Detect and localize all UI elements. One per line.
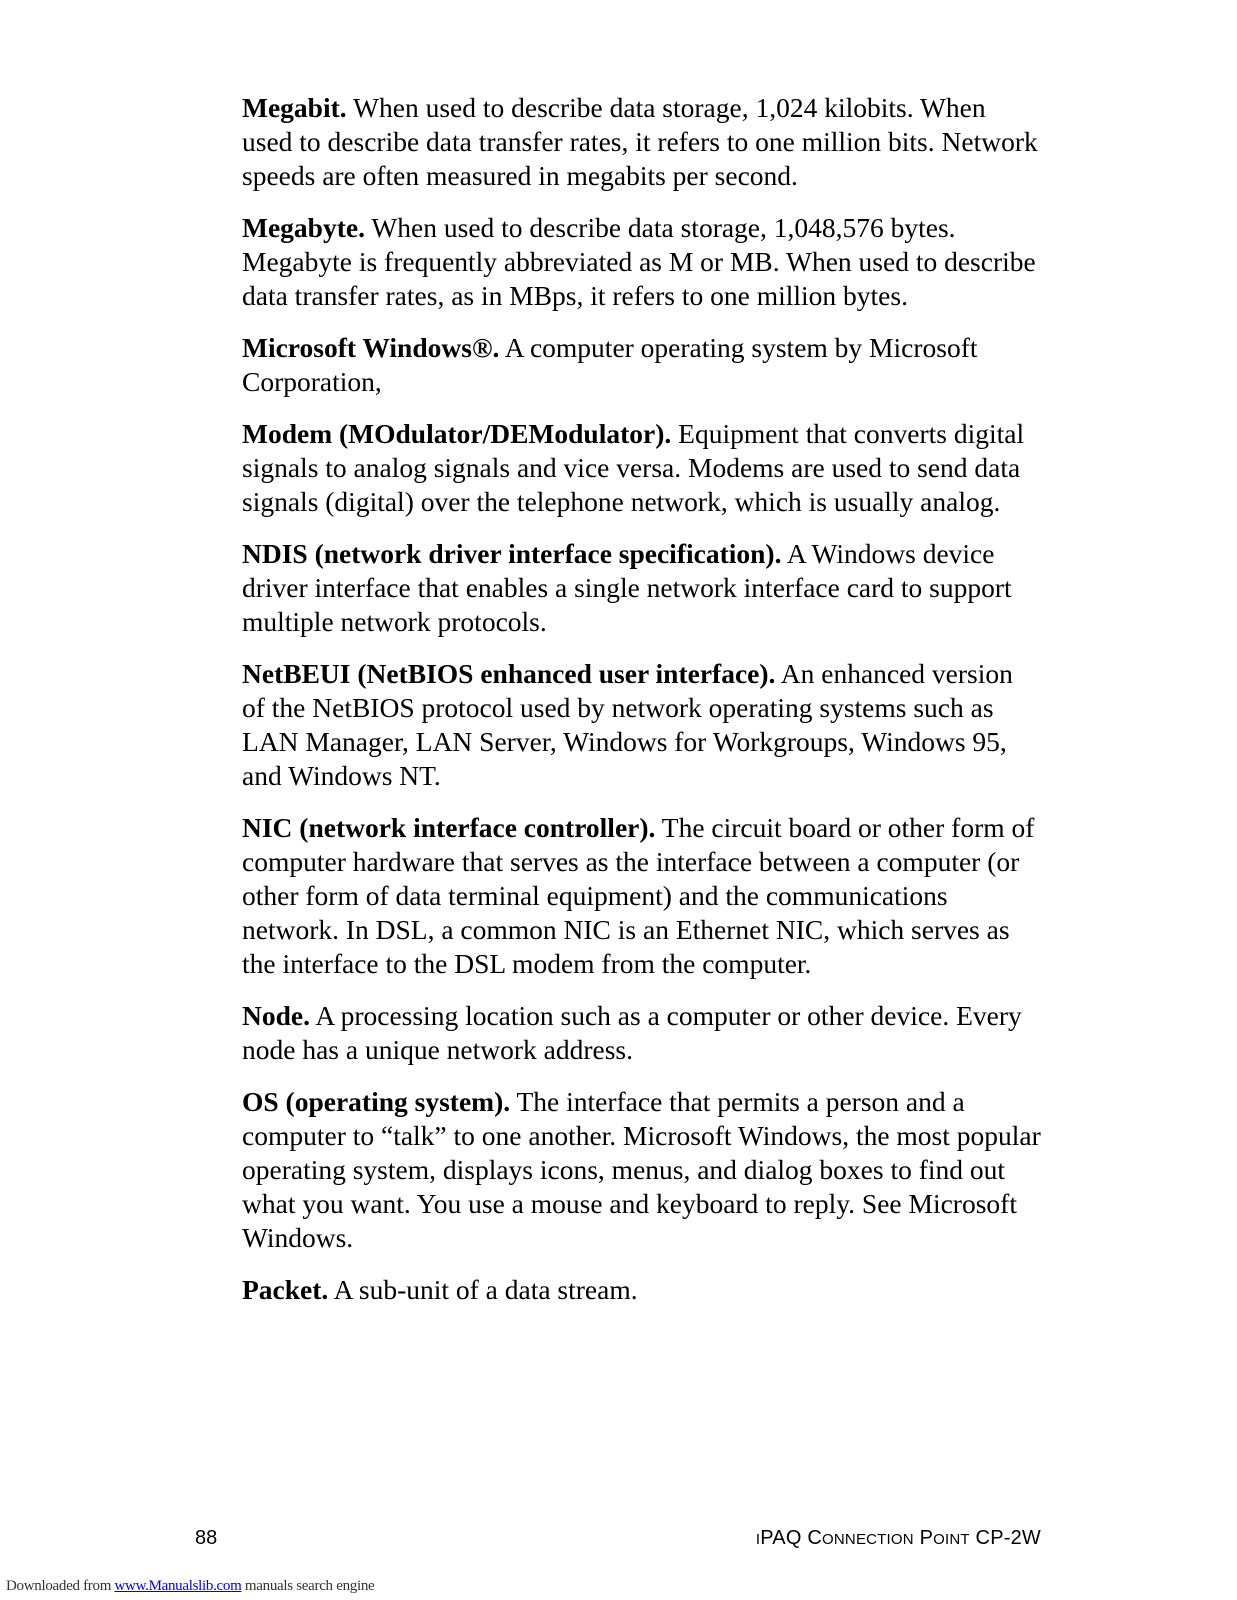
glossary-definition: A processing location such as a computer or other device. Every node has a unique network address. — [242, 1000, 1022, 1065]
glossary-definition: When used to describe data storage, 1,048,576 bytes. Megabyte is frequently abbreviated as M or MB. When used to describe data transfer rates, as in MBps, it refers to one million bytes. — [242, 212, 1036, 311]
glossary-definition: The interface that permits a person and a computer to “talk” to one another. Microsoft Windows, the most popular operating system, displays icons, menus, and dialog boxes to find out what you want. You use a mouse and keyboard to reply. See Microsoft Windows. — [242, 1086, 1041, 1253]
download-prefix: Downloaded from — [6, 1578, 115, 1594]
footer-title-part: OINT — [933, 1531, 970, 1548]
glossary-definition: A Windows device driver interface that enables a single network interface card to support multiple network protocols. — [242, 538, 1012, 637]
glossary-term: OS (operating system). — [242, 1086, 511, 1117]
glossary-definition: The circuit board or other form of computer hardware that serves as the interface between a computer (or other form of data terminal equipment) and the communications network. In DSL, a common NIC is an Ethernet NIC, which serves as the interface to the DSL modem from the computer. — [242, 812, 1035, 979]
page-number: 88 — [195, 1527, 218, 1549]
glossary-entry-packet — [242, 1273, 1042, 1307]
footer-title-part: I — [755, 1531, 761, 1548]
glossary-definition: Equipment that converts digital signals to analog signals and vice versa. Modems are used to send data signals (digital) over the telephone network, which is usually analog. — [242, 418, 1025, 517]
glossary-entry-microsoft-windows — [242, 331, 1042, 399]
glossary-term: NIC (network interface controller). — [242, 812, 656, 843]
glossary-definition: A computer operating system by Microsoft Corporation, — [242, 332, 978, 397]
glossary-term: Megabyte. — [242, 212, 365, 243]
manualslib-link[interactable]: www.Manualslib.com — [114, 1578, 242, 1594]
glossary-term: Megabit. — [242, 92, 347, 123]
glossary-term: Packet. — [242, 1274, 329, 1305]
glossary-entry-nic — [242, 811, 1042, 981]
glossary-entry-modem — [242, 417, 1042, 519]
glossary-term: NDIS (network driver interface specification). — [242, 538, 782, 569]
glossary-term: Modem (MOdulator/DEModulator). — [242, 418, 672, 449]
footer-title-part: PAQ — [760, 1527, 802, 1549]
glossary-definition: An enhanced version of the NetBIOS protocol used by network operating systems such as LAN Manager, LAN Server, Windows for Workgroups, Windows 95, and Windows NT. — [242, 658, 1013, 791]
glossary-entry-node — [242, 999, 1042, 1067]
glossary-list — [242, 91, 1042, 1325]
glossary-entry-megabyte — [242, 211, 1042, 313]
footer-title-part: C — [807, 1527, 823, 1549]
footer-title-part: P — [919, 1527, 934, 1549]
glossary-definition: A sub-unit of a data stream. — [333, 1274, 638, 1305]
download-suffix: manuals search engine — [241, 1578, 375, 1594]
running-footer-title — [756, 1527, 1041, 1550]
glossary-term: Node. — [242, 1000, 310, 1031]
glossary-definition: When used to describe data storage, 1,024 kilobits. When used to describe data transfer rates, it refers to one million bits. Network speeds are often measured in megabits per second. — [242, 92, 1038, 191]
glossary-entry-os — [242, 1085, 1042, 1255]
glossary-entry-ndis — [242, 537, 1042, 639]
glossary-term: Microsoft Windows®. — [242, 332, 500, 363]
download-attribution — [6, 1578, 374, 1595]
footer-title-part: ONNECTION — [822, 1531, 914, 1548]
footer-title-part: CP-2W — [975, 1527, 1041, 1549]
glossary-entry-megabit — [242, 91, 1042, 193]
glossary-entry-netbeui — [242, 657, 1042, 793]
glossary-term: NetBEUI (NetBIOS enhanced user interface). — [242, 658, 776, 689]
